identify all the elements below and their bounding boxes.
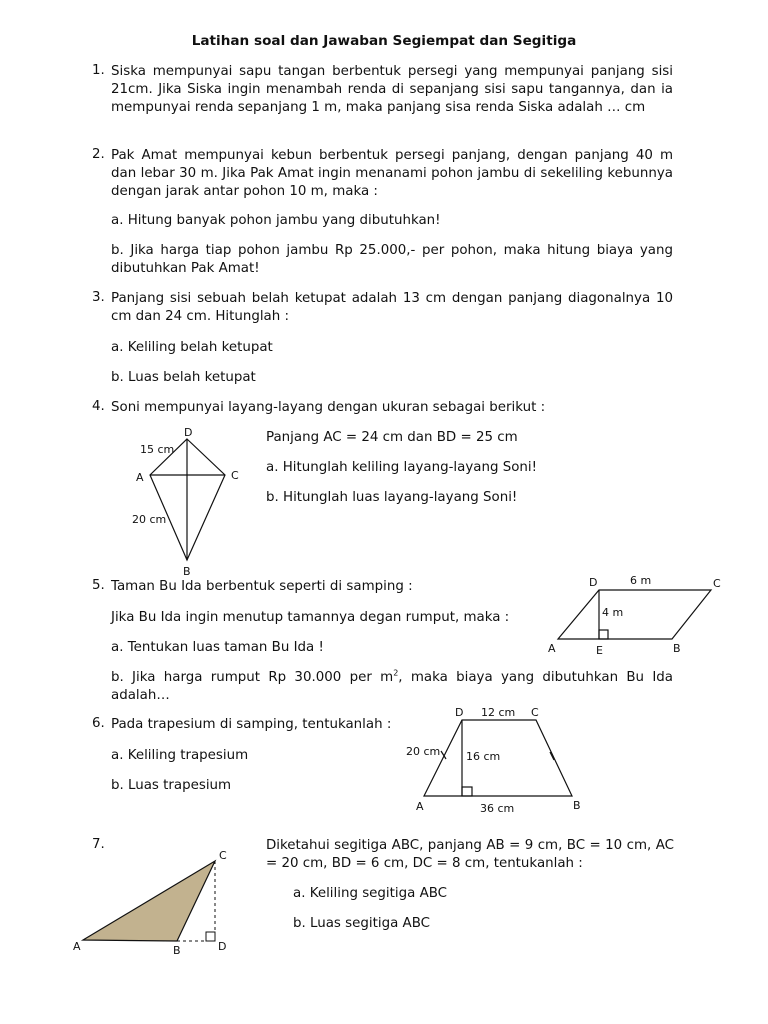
- para-label-d: D: [589, 576, 598, 589]
- kite-label-a: A: [136, 471, 144, 484]
- q2-number: 2.: [92, 147, 105, 162]
- tri-label-a: A: [73, 940, 81, 953]
- q3-part-b: b. Luas belah ketupat: [111, 370, 256, 385]
- right-angle-marker: [206, 932, 215, 941]
- kite-label-bottom-length: 20 cm: [132, 513, 167, 526]
- q1-text: Siska mempunyai sapu tangan berbentuk persegi yang mempunyai panjang sisi 21cm. Jika Siska ingin menambah renda di sepanjang sisi sapu tangannya, dan ia mempunyai renda sepanjang 1 m, maka panjang sisa renda Siska adalah … cm: [111, 64, 673, 115]
- tri-label-c: C: [219, 849, 227, 862]
- q3-text: Panjang sisi sebuah belah ketupat adalah 13 cm dengan panjang diagonalnya 10 cm dan 24 cm. Hitunglah :: [111, 291, 673, 324]
- q6-text: Pada trapesium di samping, tentukanlah :: [111, 717, 392, 732]
- q4-given: Panjang AC = 24 cm dan BD = 25 cm: [266, 430, 518, 445]
- q7-part-a: a. Keliling segitiga ABC: [293, 886, 448, 901]
- trap-label-height: 16 cm: [466, 750, 501, 763]
- trap-label-c: C: [531, 706, 539, 719]
- triangle-abc: [83, 861, 215, 941]
- trap-label-b: B: [573, 799, 581, 812]
- q7-number: 7.: [92, 837, 105, 852]
- q3-number: 3.: [92, 290, 105, 305]
- q5-text: Taman Bu Ida berbentuk seperti di samping :: [111, 579, 413, 594]
- trap-label-d: D: [455, 706, 464, 719]
- q7-part-b: b. Luas segitiga ABC: [293, 916, 430, 931]
- para-label-b: B: [673, 642, 681, 655]
- q6-part-b: b. Luas trapesium: [111, 778, 232, 793]
- q5-number: 5.: [92, 578, 105, 593]
- trap-label-bottom-length: 36 cm: [480, 802, 515, 815]
- tri-label-b: B: [173, 944, 181, 957]
- para-label-c: C: [713, 577, 721, 590]
- para-label-top-length: 6 m: [630, 574, 652, 587]
- q2-part-a: a. Hitung banyak pohon jambu yang dibutuhkan!: [111, 213, 441, 228]
- q6-number: 6.: [92, 716, 105, 731]
- q4-number: 4.: [92, 399, 105, 414]
- q2-text: Pak Amat mempunyai kebun berbentuk persegi panjang, dengan panjang 40 m dan lebar 30 m. Jika Pak Amat ingin menanami pohon jambu di sekeliling kebunnya dengan jarak antar pohon 10 m, maka :: [111, 148, 673, 199]
- kite-label-top-length: 15 cm: [140, 443, 175, 456]
- q4-part-b: b. Hitunglah luas layang-layang Soni!: [266, 490, 518, 505]
- trap-label-side-length: 20 cm: [406, 745, 441, 758]
- q5-part-a: a. Tentukan luas taman Bu Ida !: [111, 640, 324, 655]
- q5-intro: Jika Bu Ida ingin menutup tamannya degan rumput, maka :: [111, 610, 510, 625]
- trap-label-top-length: 12 cm: [481, 706, 516, 719]
- para-label-e: E: [596, 644, 603, 657]
- kite-label-c: C: [231, 469, 239, 482]
- q4-part-a: a. Hitunglah keliling layang-layang Soni!: [266, 460, 537, 475]
- q3-part-a: a. Keliling belah ketupat: [111, 340, 273, 355]
- q6-part-a: a. Keliling trapesium: [111, 748, 249, 763]
- kite-label-d: D: [184, 426, 193, 439]
- q4-text: Soni mempunyai layang-layang dengan ukuran sebagai berikut :: [111, 400, 546, 415]
- page-title: Latihan soal dan Jawaban Segiempat dan Segitiga: [191, 33, 577, 49]
- q7-text: Diketahui segitiga ABC, panjang AB = 9 cm, BC = 10 cm, AC = 20 cm, BD = 6 cm, DC = 8 cm, tentukanlah :: [266, 838, 674, 871]
- para-label-height: 4 m: [602, 606, 624, 619]
- q5-part-b: b. Jika harga rumput Rp 30.000 per $m^2$, maka biaya yang dibutuhkan Bu Ida adalah…: [111, 668, 673, 703]
- kite-label-b: B: [183, 565, 191, 578]
- q2-part-b: b. Jika harga tiap pohon jambu Rp 25.000,- per pohon, maka hitung biaya yang dibutuhkan Pak Amat!: [111, 243, 673, 276]
- tri-label-d: D: [218, 940, 227, 953]
- trap-label-a: A: [416, 800, 424, 813]
- para-label-a: A: [548, 642, 556, 655]
- q1-number: 1.: [92, 63, 105, 78]
